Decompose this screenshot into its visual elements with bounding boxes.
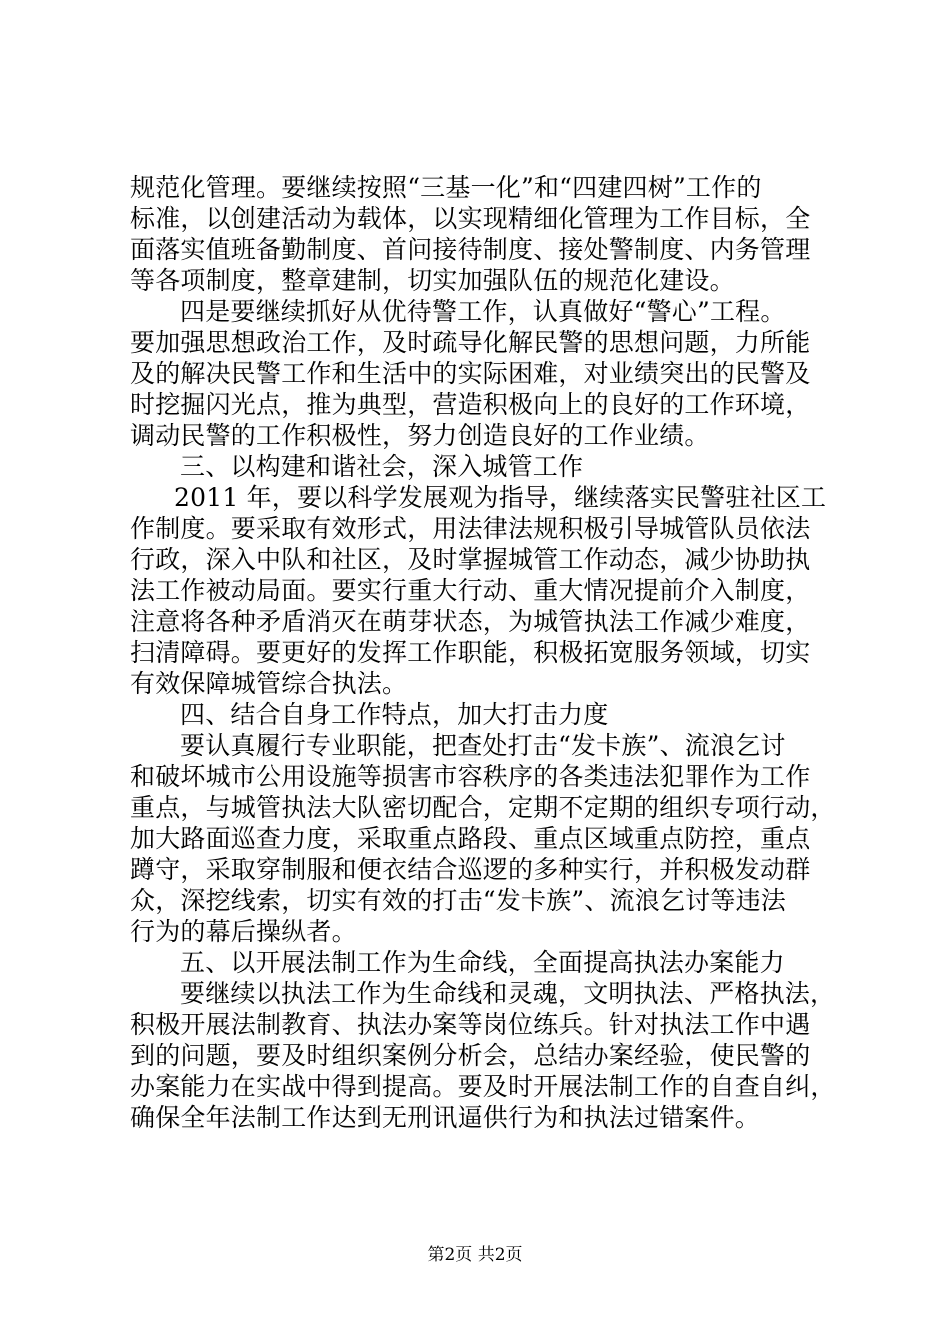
text-line: 面落实值班备勤制度、首问接待制度、接处警制度、内务管理	[130, 235, 811, 264]
text-line: 规范化管理。要继续按照“三基一化”和“四建四树”工作的	[130, 173, 762, 202]
paragraph-start-line: 要认真履行专业职能，把查处打击“发卡族”、流浪乞讨	[180, 731, 786, 760]
text-line: 等各项制度，整章建制，切实加强队伍的规范化建设。	[130, 266, 735, 295]
text-line: 到的问题，要及时组织案例分析会，总结办案经验，使民警的	[130, 1041, 811, 1070]
document-body	[130, 172, 836, 1133]
paragraph-start-line: 2011 年，要以科学发展观为指导，继续落实民警驻社区工	[174, 483, 827, 512]
text-line: 行为的幕后操纵者。	[130, 917, 357, 946]
paragraph-start-line: 要继续以执法工作为生命线和灵魂，文明执法、严格执法，	[180, 979, 836, 1008]
text-line: 扫清障碍。要更好的发挥工作职能，积极拓宽服务领域，切实	[130, 638, 811, 667]
text-line: 调动民警的工作积极性，努力创造良好的工作业绩。	[130, 421, 710, 450]
text-line: 和破坏城市公用设施等损害市容秩序的各类违法犯罪作为工作	[130, 762, 811, 791]
text-line: 确保全年法制工作达到无刑讯逼供行为和执法过错案件。	[130, 1103, 761, 1132]
text-line: 蹲守，采取穿制服和便衣结合巡逻的多种实行，并积极发动群	[130, 855, 811, 884]
text-line: 有效保障城管综合执法。	[130, 669, 408, 698]
text-line: 办案能力在实战中得到提高。要及时开展法制工作的自查自纠，	[130, 1072, 836, 1101]
text-line: 及的解决民警工作和生活中的实际困难，对业绩突出的民警及	[130, 359, 811, 388]
text-line: 重点，与城管执法大队密切配合，定期不定期的组织专项行动，	[130, 793, 836, 822]
paragraph-start-line: 四是要继续抓好从优待警工作，认真做好“警心”工程。	[180, 297, 786, 326]
text-line: 法工作被动局面。要实行重大行动、重大情况提前介入制度，	[130, 576, 811, 605]
text-line: 时挖掘闪光点，推为典型，营造积极向上的良好的工作环境，	[130, 390, 811, 419]
text-line: 众，深挖线索，切实有效的打击“发卡族”、流浪乞讨等违法	[130, 886, 786, 915]
section-heading-3: 三、以构建和谐社会，深入城管工作	[180, 452, 584, 481]
text-line: 作制度。要采取有效形式，用法律法规积极引导城管队员依法	[130, 514, 811, 543]
text-line: 行政，深入中队和社区，及时掌握城管工作动态，减少协助执	[130, 545, 811, 574]
text-line: 标准，以创建活动为载体，以实现精细化管理为工作目标，全	[130, 204, 811, 233]
text-line: 积极开展法制教育、执法办案等岗位练兵。针对执法工作中遇	[130, 1010, 811, 1039]
section-heading-4: 四、结合自身工作特点，加大打击力度	[180, 700, 609, 729]
text-line: 要加强思想政治工作，及时疏导化解民警的思想问题，力所能	[130, 328, 811, 357]
page-footer-indicator: 第2页 共2页	[427, 1245, 523, 1265]
section-heading-5: 五、以开展法制工作为生命线，全面提高执法办案能力	[180, 948, 785, 977]
text-line: 加大路面巡查力度，采取重点路段、重点区域重点防控，重点	[130, 824, 811, 853]
text-line: 注意将各种矛盾消灭在萌芽状态，为城管执法工作减少难度，	[130, 607, 811, 636]
